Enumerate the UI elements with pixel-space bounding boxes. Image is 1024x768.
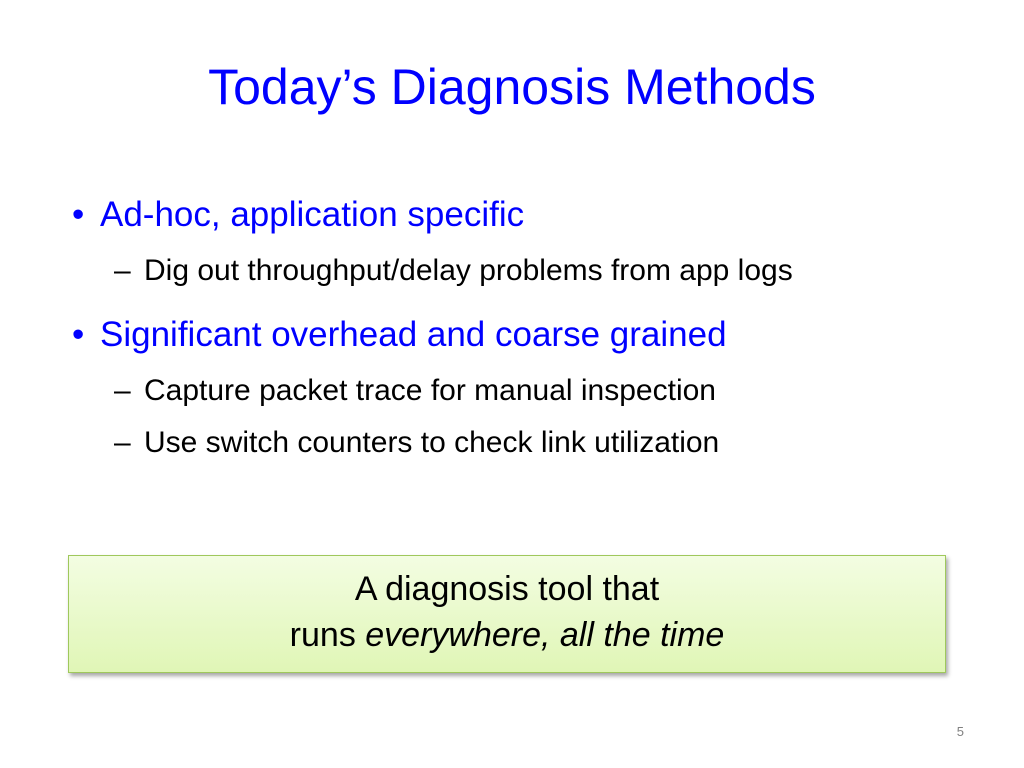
bullet-dot-icon: • — [72, 315, 85, 354]
dash-icon: – — [114, 374, 131, 407]
bullet-list — [72, 186, 992, 466]
bullet-text: Significant overhead and coarse grained — [100, 315, 727, 354]
sub-bullet-item — [72, 248, 992, 294]
bullet-item — [72, 188, 992, 242]
callout-line-2-prefix: runs — [289, 616, 366, 654]
callout-emphasis: everywhere, all the time — [365, 616, 725, 654]
page-number: 5 — [956, 724, 964, 739]
dash-icon: – — [114, 426, 131, 459]
sub-bullet-item — [72, 420, 992, 466]
dash-icon: – — [114, 254, 131, 287]
bullet-dot-icon: • — [72, 195, 85, 234]
sub-bullet-text: Capture packet trace for manual inspection — [144, 374, 716, 407]
sub-bullet-text: Use switch counters to check link utilization — [144, 426, 720, 459]
sub-bullet-item — [72, 368, 992, 414]
callout-box — [68, 555, 946, 673]
callout-line-1: A diagnosis tool that — [354, 570, 660, 608]
callout-line-2 — [69, 612, 945, 658]
bullet-text: Ad-hoc, application specific — [100, 195, 525, 234]
slide-title: Today’s Diagnosis Methods — [208, 59, 816, 115]
sub-bullet-text: Dig out throughput/delay problems from app logs — [144, 254, 793, 287]
bullet-item — [72, 308, 992, 362]
